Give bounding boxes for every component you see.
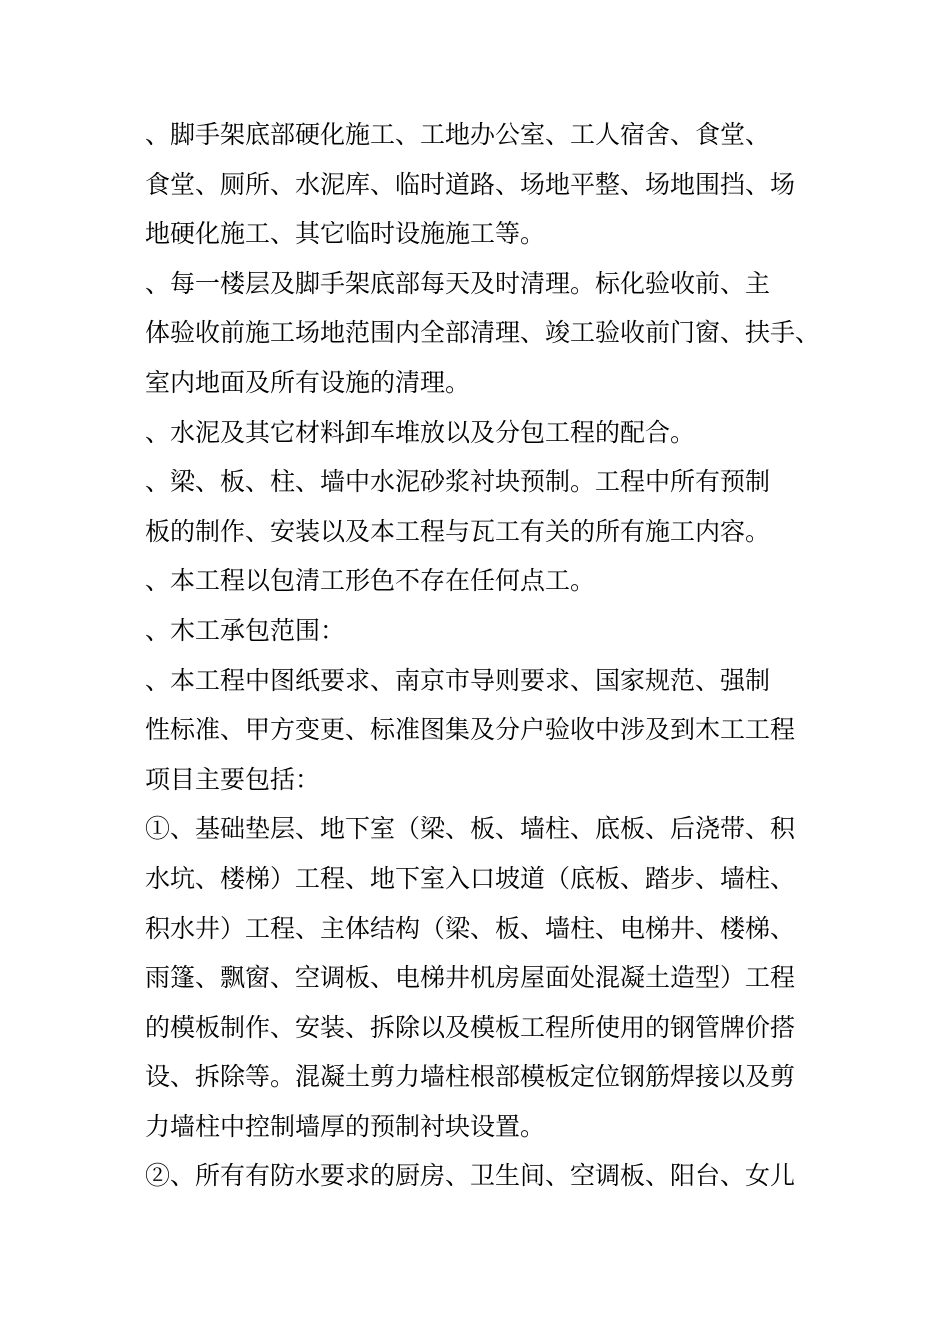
- text-line: 项目主要包括：: [145, 764, 321, 794]
- text-line: 食堂、厕所、水泥库、临时道路、场地平整、场地围挡、场: [145, 169, 796, 199]
- text-line: 地硬化施工、其它临时设施施工等。: [145, 219, 546, 249]
- text-line: 体验收前施工场地范围内全部清理、竣工验收前门窗、扶手、: [145, 318, 821, 348]
- text-line: 设、拆除等。混凝土剪力墙柱根部模板定位钢筋焊接以及剪: [145, 1062, 796, 1092]
- text-line: 雨篷、飘窗、空调板、电梯井机房屋面处混凝土造型）工程: [145, 963, 796, 993]
- text-line: 的模板制作、安装、拆除以及模板工程所使用的钢管牌价搭: [145, 1012, 796, 1042]
- text-line: 力墙柱中控制墙厚的预制衬块设置。: [145, 1111, 546, 1141]
- text-line: 积水井）工程、主体结构（梁、板、墙柱、电梯井、楼梯、: [145, 913, 796, 943]
- text-line: ①、基础垫层、地下室（梁、板、墙柱、底板、后浇带、积: [145, 814, 796, 844]
- text-line: 、脚手架底部硬化施工、工地办公室、工人宿舍、食堂、: [145, 120, 771, 149]
- text-line: 、本工程以包清工形色不存在任何点工。: [145, 566, 596, 596]
- text-line: 、木工承包范围：: [145, 615, 346, 645]
- text-line: 水坑、楼梯）工程、地下室入口坡道（底板、踏步、墙柱、: [145, 863, 796, 893]
- text-line: 、水泥及其它材料卸车堆放以及分包工程的配合。: [145, 417, 696, 447]
- text-line: 、本工程中图纸要求、南京市导则要求、国家规范、强制: [145, 665, 771, 695]
- text-line: 、每一楼层及脚手架底部每天及时清理。标化验收前、主: [145, 268, 771, 298]
- text-line: 室内地面及所有设施的清理。: [145, 367, 471, 397]
- text-line: ②、所有有防水要求的厨房、卫生间、空调板、阳台、女儿: [145, 1161, 796, 1191]
- text-line: 板的制作、安装以及本工程与瓦工有关的所有施工内容。: [145, 516, 771, 546]
- text-line: 性标准、甲方变更、标准图集及分户验收中涉及到木工工程: [145, 715, 796, 745]
- document-body: [145, 110, 825, 1201]
- text-line: 、梁、板、柱、墙中水泥砂浆衬块预制。工程中所有预制: [145, 467, 771, 497]
